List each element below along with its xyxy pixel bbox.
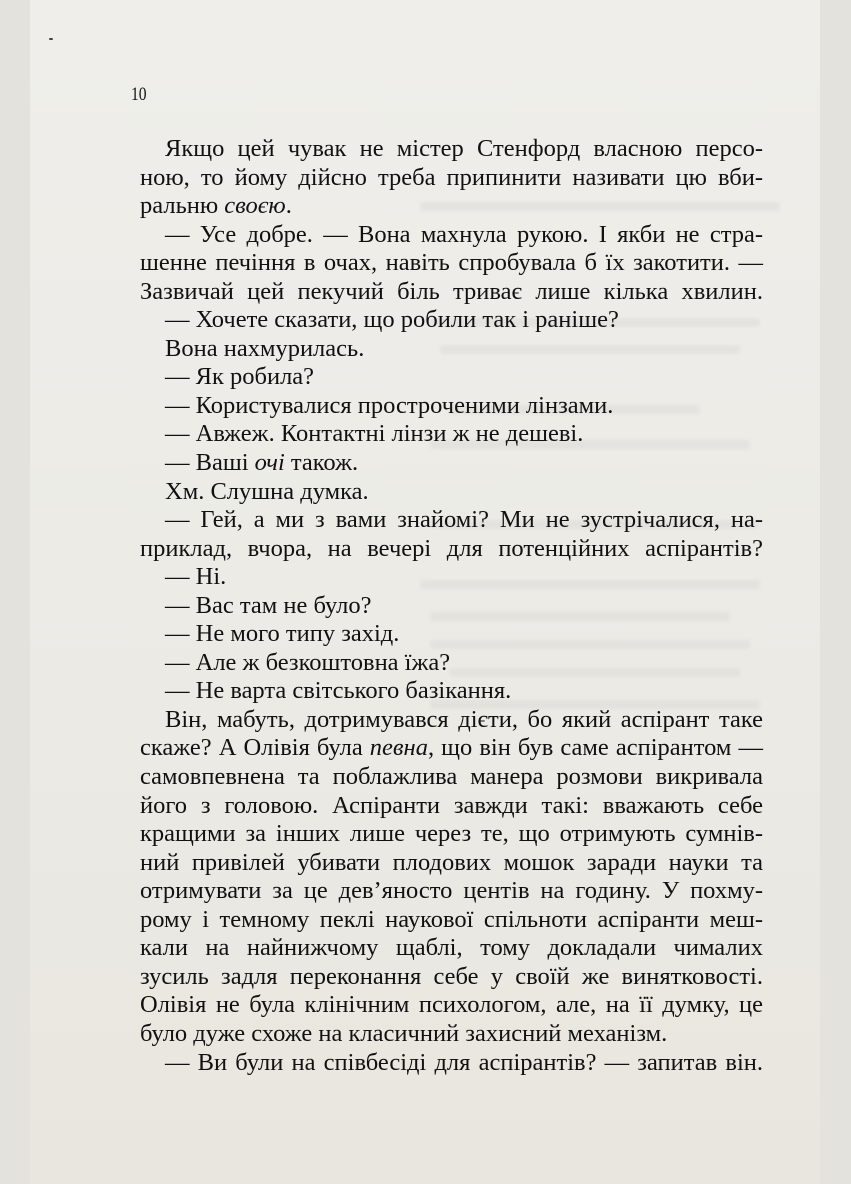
text-line: Хм. Слушна думка. — [165, 477, 369, 505]
text-line: ний привілей убивати плодових мошок заради науки та — [140, 848, 763, 876]
text-line: приклад, вчора, на вечері для потенційних аспірантів? — [140, 534, 763, 562]
text-line: самовпевнена та поблажлива манера розмови викривала — [140, 763, 763, 791]
text-run: . — [285, 192, 292, 220]
text-line: отримувати за це дев’яносто центів на годину. У похму- — [140, 877, 763, 905]
text-line — [140, 734, 763, 763]
text-line — [140, 449, 763, 478]
text-line: — Ні. — [165, 563, 227, 591]
print-speck — [49, 38, 53, 40]
text-line: — Гей, а ми з вами знайомі? Ми не зустрічалися, на- — [165, 506, 763, 534]
text-line: Зазвичай цей пекучий біль триває лише кілька хвилин. — [140, 277, 763, 305]
text-line: — Користувалися простроченими лінзами. — [165, 391, 614, 419]
text-line: кали на найнижчому щаблі, тому докладали чималих — [140, 934, 763, 962]
text-line — [140, 192, 763, 221]
text-line: — Вас там не було? — [165, 591, 372, 619]
text-run: — Ваші — [165, 449, 255, 477]
text-line: — Як робила? — [165, 363, 315, 391]
text-line: Якщо цей чувак не містер Стенфорд власною персо- — [165, 135, 763, 162]
text-run: ральню — [140, 192, 225, 220]
text-line: Вона нахмурилась. — [165, 334, 365, 362]
text-line: Олівія не була клінічним психологом, але, на її думку, це — [140, 991, 763, 1019]
text-line: — Хочете сказати, що робили так і раніше? — [165, 306, 619, 334]
text-line: його з головою. Аспіранти завжди такі: вважають себе — [140, 791, 763, 819]
text-line: було дуже схоже на класичний захисний механізм. — [140, 1019, 668, 1047]
page-number: 10 — [131, 84, 147, 105]
text-line: — Не варта світського базікання. — [165, 677, 512, 705]
text-run: скаже? А Олівія була — [140, 734, 370, 762]
text-line: Він, мабуть, дотримувався дієти, бо який аспірант таке — [165, 705, 763, 733]
text-run: також. — [284, 449, 359, 477]
body-text — [140, 135, 763, 1077]
italic-emphasis: певна — [369, 734, 428, 762]
text-line: — Ви були на співбесіді для аспірантів? — запитав він. — [165, 1048, 763, 1076]
text-line: — Авжеж. Контактні лінзи ж не дешеві. — [165, 420, 584, 448]
italic-emphasis: очі — [254, 449, 285, 477]
text-line: рому і темному пеклі наукової спільноти аспіранти меш- — [140, 905, 763, 933]
italic-emphasis: своєю — [224, 192, 286, 220]
text-line: шенне печіння в очах, навіть спробувала б їх закотити. — — [140, 249, 763, 277]
text-line: зусиль задля переконання себе у своїй же винятковості. — [140, 962, 763, 990]
text-run: , що він був саме аспірантом — — [427, 734, 763, 762]
text-line: ною, то йому дійсно треба припинити називати цю вби- — [140, 163, 763, 191]
text-line: — Усе добре. — Вона махнула рукою. І якби не стра- — [165, 220, 763, 248]
text-line: кращими за інших лише через те, що отримують сумнів- — [140, 820, 763, 848]
text-line: — Не мого типу захід. — [165, 620, 400, 648]
text-line: — Але ж безкоштовна їжа? — [165, 648, 451, 676]
